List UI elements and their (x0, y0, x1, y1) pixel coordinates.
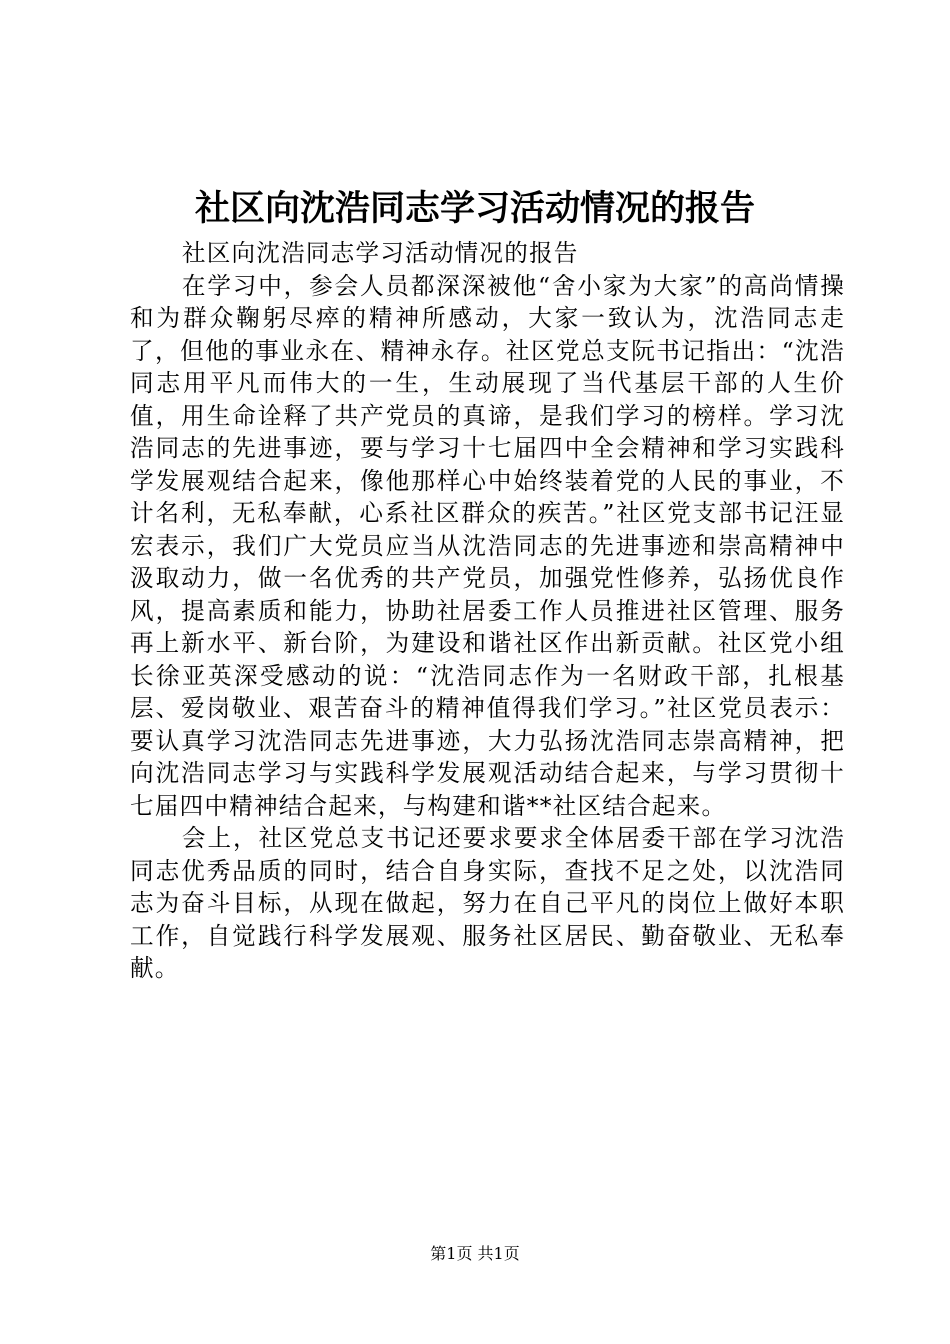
paragraph-subtitle: 社区向沈浩同志学习活动情况的报告 (181, 239, 579, 267)
paragraph-closing: 会上，社区党总支书记还要求要求全体居委干部在学习沈浩同志优秀品质的同时，结合自身实际，查找不足之处，以沈浩同志为奋斗目标，从现在做起，努力在自己平凡的岗位上做好本职工作，自觉践行科学发展观、服务社区居民、勤奋敬业、无私奉献。 (130, 824, 845, 982)
document-title: 社区向沈浩同志学习活动情况的报告 (194, 188, 755, 229)
page-number-footer: 第1页 共1页 (430, 1244, 520, 1263)
document-body (130, 237, 845, 985)
paragraph-main: 在学习中，参会人员都深深被他“舍小家为大家”的高尚情操和为群众鞠躬尽瘁的精神所感动，大家一致认为，沈浩同志走了，但他的事业永在、精神永存。社区党总支阮书记指出：“沈浩同志用平凡而伟大的一生，生动展现了当代基层干部的人生价值，用生命诠释了共产党员的真谛，是我们学习的榜样。学习沈浩同志的先进事迹，要与学习十七届四中全会精神和学习实践科学发展观结合起来，像他那样心中始终装着党的人民的事业，不计名利，无私奉献，心系社区群众的疾苦。”社区党支部书记汪显宏表示，我们广大党员应当从沈浩同志的先进事迹和崇高精神中汲取动力，做一名优秀的共产党员，加强党性修养，弘扬优良作风，提高素质和能力，协助社居委工作人员推进社区管理、服务再上新水平、新台阶，为建设和谐社区作出新贡献。社区党小组长徐亚英深受感动的说：“沈浩同志作为一名财政干部，扎根基层、爱岗敬业、艰苦奋斗的精神值得我们学习。”社区党员表示：要认真学习沈浩同志先进事迹，大力弘扬沈浩同志崇高精神，把向沈浩同志学习与实践科学发展观活动结合起来，与学习贯彻十七届四中精神结合起来，与构建和谐**社区结合起来。 (130, 271, 845, 820)
